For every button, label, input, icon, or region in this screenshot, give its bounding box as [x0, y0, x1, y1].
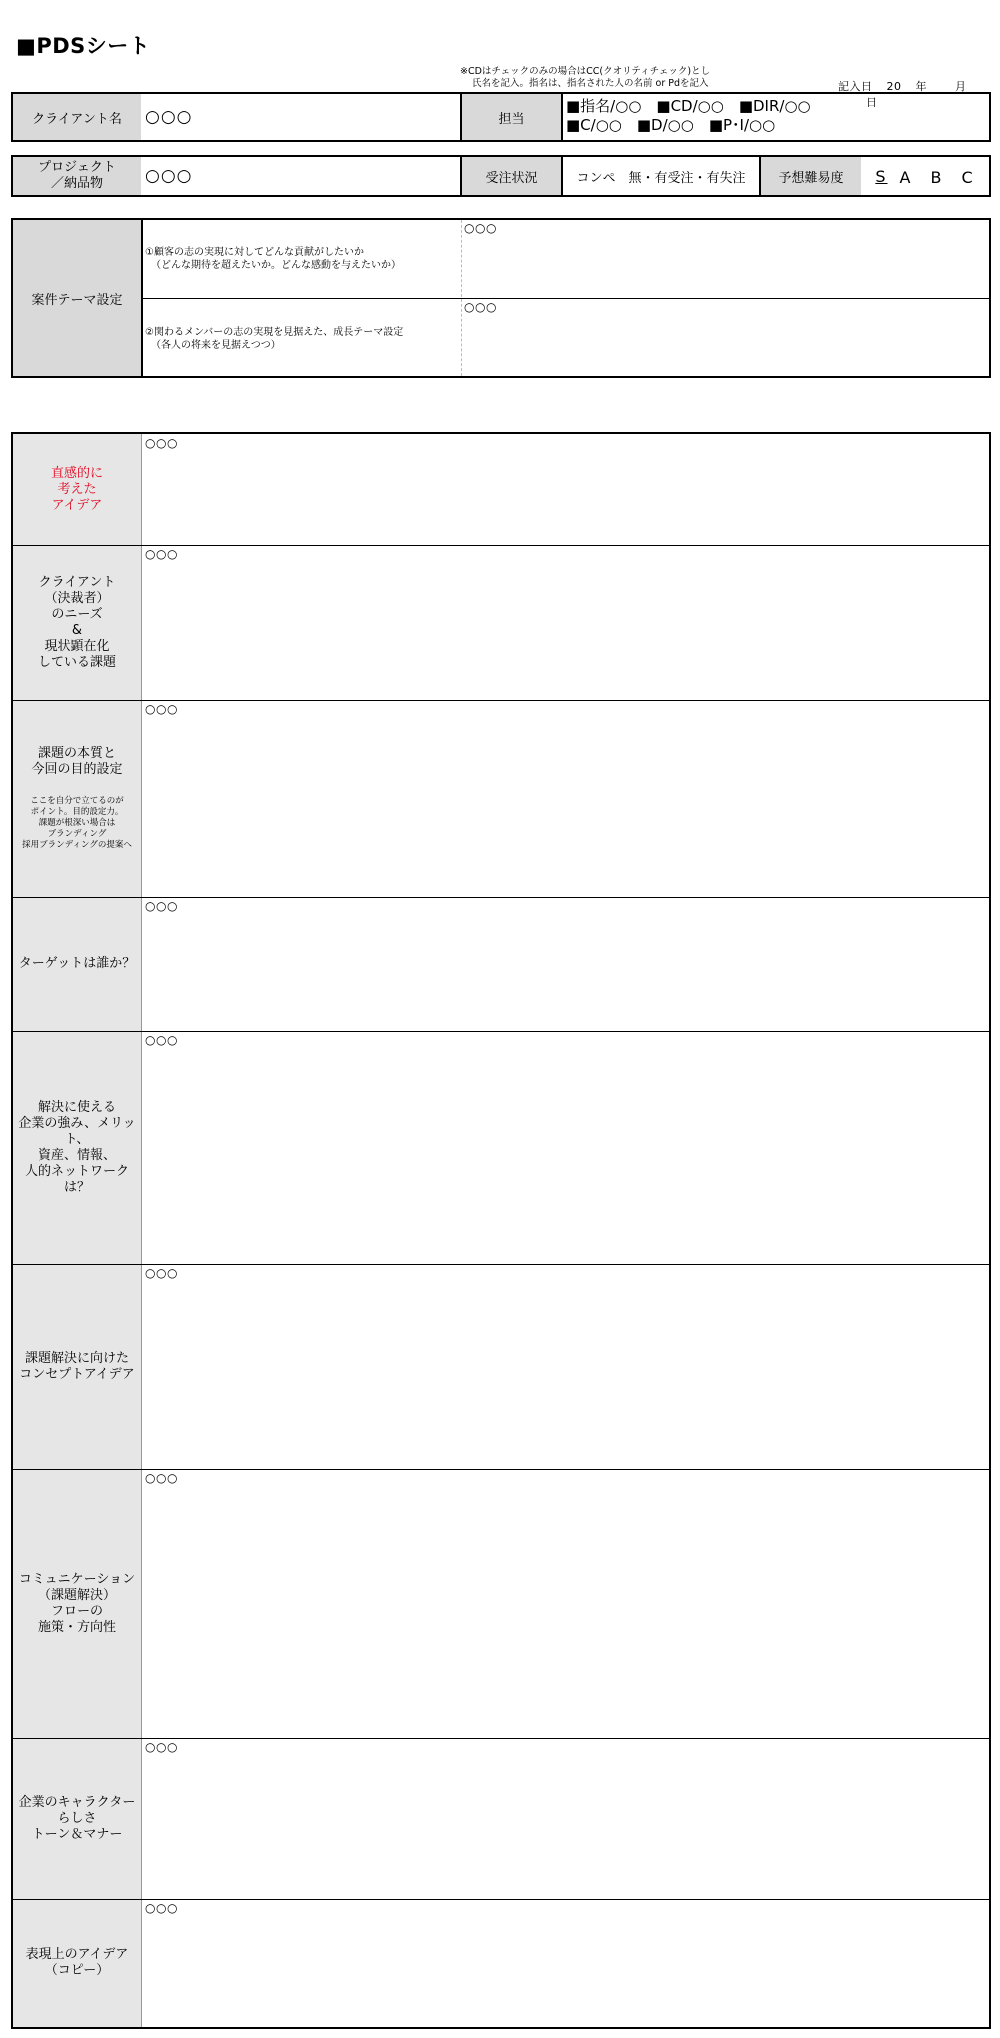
row-divider — [13, 545, 989, 546]
theme-q1-value[interactable]: ○○○ — [464, 221, 497, 235]
theme-q1-line2: （どんな期待を超えたいか。どんな感動を与えたいか） — [151, 260, 401, 271]
question-label — [13, 1264, 141, 1469]
order-status-label: 受注状況 — [462, 157, 561, 195]
question-answer[interactable]: ○○○ — [145, 436, 178, 450]
question-label-text: クライアント （決裁者） のニーズ & 現状顕在化 している課題 — [37, 574, 116, 670]
question-row — [13, 434, 989, 545]
question-label — [13, 1031, 141, 1264]
difficulty-s[interactable]: S — [875, 166, 888, 186]
question-answer[interactable]: ○○○ — [145, 547, 178, 561]
project-label — [13, 157, 141, 195]
header-note-line1: ※CDはチェックのみの場合はCC(クオリティチェック)とし — [460, 66, 711, 77]
question-label — [13, 897, 141, 1031]
client-label: クライアント名 — [13, 94, 141, 140]
question-label-text: 企業のキャラクター らしさ トーン＆マナー — [18, 1794, 136, 1842]
row-divider — [13, 1031, 989, 1032]
theme-q2 — [145, 326, 403, 352]
date-month-unit: 月 — [955, 80, 967, 93]
question-row — [13, 1738, 989, 1899]
question-answer[interactable]: ○○○ — [145, 899, 178, 913]
theme-q1 — [145, 246, 401, 272]
project-label-line1: プロジェクト — [38, 160, 116, 175]
row-divider — [13, 700, 989, 701]
question-label-text: 表現上のアイデア （コピー） — [25, 1947, 129, 1978]
question-label-text: 解決に使える 企業の強み、メリッ ト、 資産、情報、 人的ネットワーク は？ — [18, 1099, 136, 1195]
question-row — [13, 1469, 989, 1738]
question-row — [13, 545, 989, 700]
theme-q1-line1: ①顧客の志の実現に対してどんな貢献がしたいか — [145, 247, 364, 258]
question-answer[interactable]: ○○○ — [145, 1740, 178, 1754]
date-year-unit: 年 — [915, 80, 927, 93]
header-note — [460, 66, 710, 90]
question-label-text: 直感的に 考えた アイデア — [50, 465, 103, 513]
question-label — [13, 1469, 141, 1738]
question-label — [13, 434, 141, 545]
question-answer[interactable]: ○○○ — [145, 702, 178, 716]
question-label — [13, 1899, 141, 2027]
question-label-note: ここを自分で立てるのが ポイント。目的設定力。 課題が根深い場合は ブランディング 採用ブランディングの提案へ — [22, 796, 132, 850]
date-day-unit: 日 — [866, 96, 878, 109]
row-divider — [13, 1738, 989, 1739]
question-label — [13, 545, 141, 700]
theme-q2-line2: （各人の将来を見据えつつ） — [151, 340, 281, 351]
question-answer[interactable]: ○○○ — [145, 1901, 178, 1915]
question-label-text: 課題解決に向けた コンセプトアイデア — [19, 1350, 135, 1382]
question-label-text: 課題の本質と 今回の目的設定 — [31, 746, 123, 777]
project-row — [11, 155, 991, 197]
question-row — [13, 897, 989, 1031]
row-divider — [13, 1469, 989, 1470]
pds-question-table — [11, 432, 991, 2029]
question-row — [13, 700, 989, 897]
project-value[interactable]: ○○○ — [145, 166, 193, 186]
question-answer[interactable]: ○○○ — [145, 1471, 178, 1485]
question-label — [13, 700, 141, 897]
project-label-line2: ／納品物 — [50, 176, 103, 191]
theme-label: 案件テーマ設定 — [13, 220, 141, 376]
staff-value[interactable] — [566, 97, 811, 135]
staff-label: 担当 — [462, 94, 561, 140]
difficulty-options[interactable] — [861, 157, 989, 195]
header-note-line2: 氏名を記入。指名は、指名された人の名前 or Pdを記入 — [472, 78, 709, 89]
client-row — [11, 92, 991, 142]
theme-block — [11, 218, 991, 378]
difficulty-label: 予想難易度 — [761, 157, 861, 195]
staff-line1: ■指名/○○ ■CD/○○ ■DIR/○○ — [566, 97, 811, 115]
question-answer[interactable]: ○○○ — [145, 1266, 178, 1280]
question-label-text: コミュニケーション （課題解決） フローの 施策・方向性 — [18, 1571, 136, 1635]
date-year[interactable]: 20 — [886, 80, 902, 93]
question-row — [13, 1031, 989, 1264]
question-row — [13, 1899, 989, 2027]
question-label — [13, 1738, 141, 1899]
row-divider — [13, 1899, 989, 1900]
theme-q2-value[interactable]: ○○○ — [464, 300, 497, 314]
page-title: ■PDSシート — [16, 34, 151, 58]
question-row — [13, 1264, 989, 1469]
date-label: 記入日 — [838, 80, 873, 93]
question-answer[interactable]: ○○○ — [145, 1033, 178, 1047]
staff-line2: ■C/○○ ■D/○○ ■P･I/○○ — [566, 116, 776, 134]
row-divider — [13, 897, 989, 898]
theme-q2-line1: ②関わるメンバーの志の実現を見据えた、成長テーマ設定 — [145, 327, 404, 338]
order-status-value[interactable]: コンペ 無・有受注・有失注 — [576, 170, 746, 186]
row-divider — [13, 1264, 989, 1265]
client-value[interactable]: ○○○ — [145, 107, 193, 127]
difficulty-abc[interactable]: A B C — [899, 167, 975, 187]
question-label-text: ターゲットは誰か？ — [18, 956, 136, 971]
